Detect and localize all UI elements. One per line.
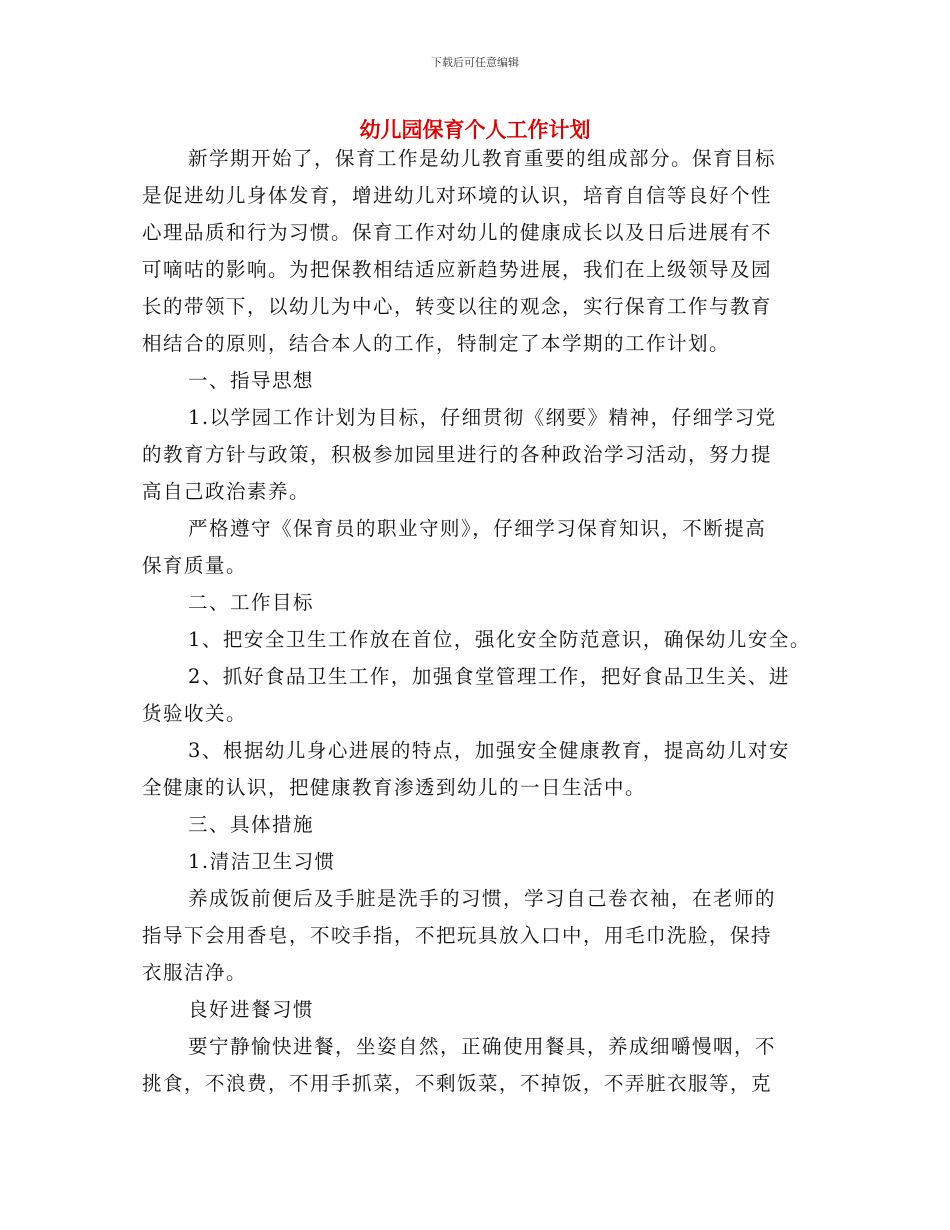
body-line: 1.清洁卫生习惯: [188, 850, 336, 873]
body-line: 长的带领下，以幼儿为中心，转变以往的观念，实行保育工作与教育: [142, 295, 773, 318]
body-line: 严格遵守《保育员的职业守则》，仔细学习保育知识，不断提高: [188, 517, 767, 540]
body-line: 全健康的认识，把健康教育渗透到幼儿的一日生活中。: [142, 776, 647, 799]
body-line: 1、把安全卫生工作放在首位，强化安全防范意识，确保幼儿安全。: [188, 628, 811, 651]
document-title: 幼儿园保育个人工作计划: [359, 118, 591, 142]
body-line: 二、工作目标: [188, 591, 315, 614]
body-line: 指导下会用香皂，不咬手指，不把玩具放入口中，用毛巾洗脸，保持: [142, 924, 773, 947]
body-line: 养成饭前便后及手脏是洗手的习惯，学习自己卷衣袖，在老师的: [188, 887, 777, 910]
header-note: 下载后可任意编辑: [431, 56, 519, 69]
body-line: 的教育方针与政策，积极参加园里进行的各种政治学习活动，努力提: [142, 443, 773, 466]
body-line: 可嘀咕的影响。为把保教相结适应新趋势进展，我们在上级领导及园: [142, 258, 773, 281]
body-line: 1.以学园工作计划为目标，仔细贯彻《纲要》精神，仔细学习党: [188, 406, 777, 429]
body-line: 高自己政治素养。: [142, 480, 311, 503]
document-body: [142, 140, 814, 1102]
body-line: 2、抓好食品卫生工作，加强食堂管理工作，把好食品卫生关、进: [188, 665, 790, 688]
body-line: 货验收关。: [142, 702, 248, 725]
body-line: 新学期开始了，保育工作是幼儿教育重要的组成部分。保育目标: [188, 147, 777, 170]
body-line: 良好进餐习惯: [188, 998, 315, 1021]
body-line: 3、根据幼儿身心进展的特点，加强安全健康教育，提高幼儿对安: [188, 739, 790, 762]
body-line: 相结合的原则，结合本人的工作，特制定了本学期的工作计划。: [142, 332, 731, 355]
body-line: 要宁静愉快进餐，坐姿自然，正确使用餐具，养成细嚼慢咽，不: [188, 1035, 777, 1058]
body-line: 保育质量。: [142, 554, 248, 577]
body-line: 挑食，不浪费，不用手抓菜，不剩饭菜，不掉饭，不弄脏衣服等，克: [142, 1072, 773, 1095]
body-line: 是促进幼儿身体发育，增进幼儿对环境的认识，培育自信等良好个性: [142, 184, 773, 207]
body-line: 一、指导思想: [188, 369, 315, 392]
body-line: 心理品质和行为习惯。保育工作对幼儿的健康成长以及日后进展有不: [142, 221, 773, 244]
body-line: 三、具体措施: [188, 813, 315, 836]
body-line: 衣服洁净。: [142, 961, 248, 984]
